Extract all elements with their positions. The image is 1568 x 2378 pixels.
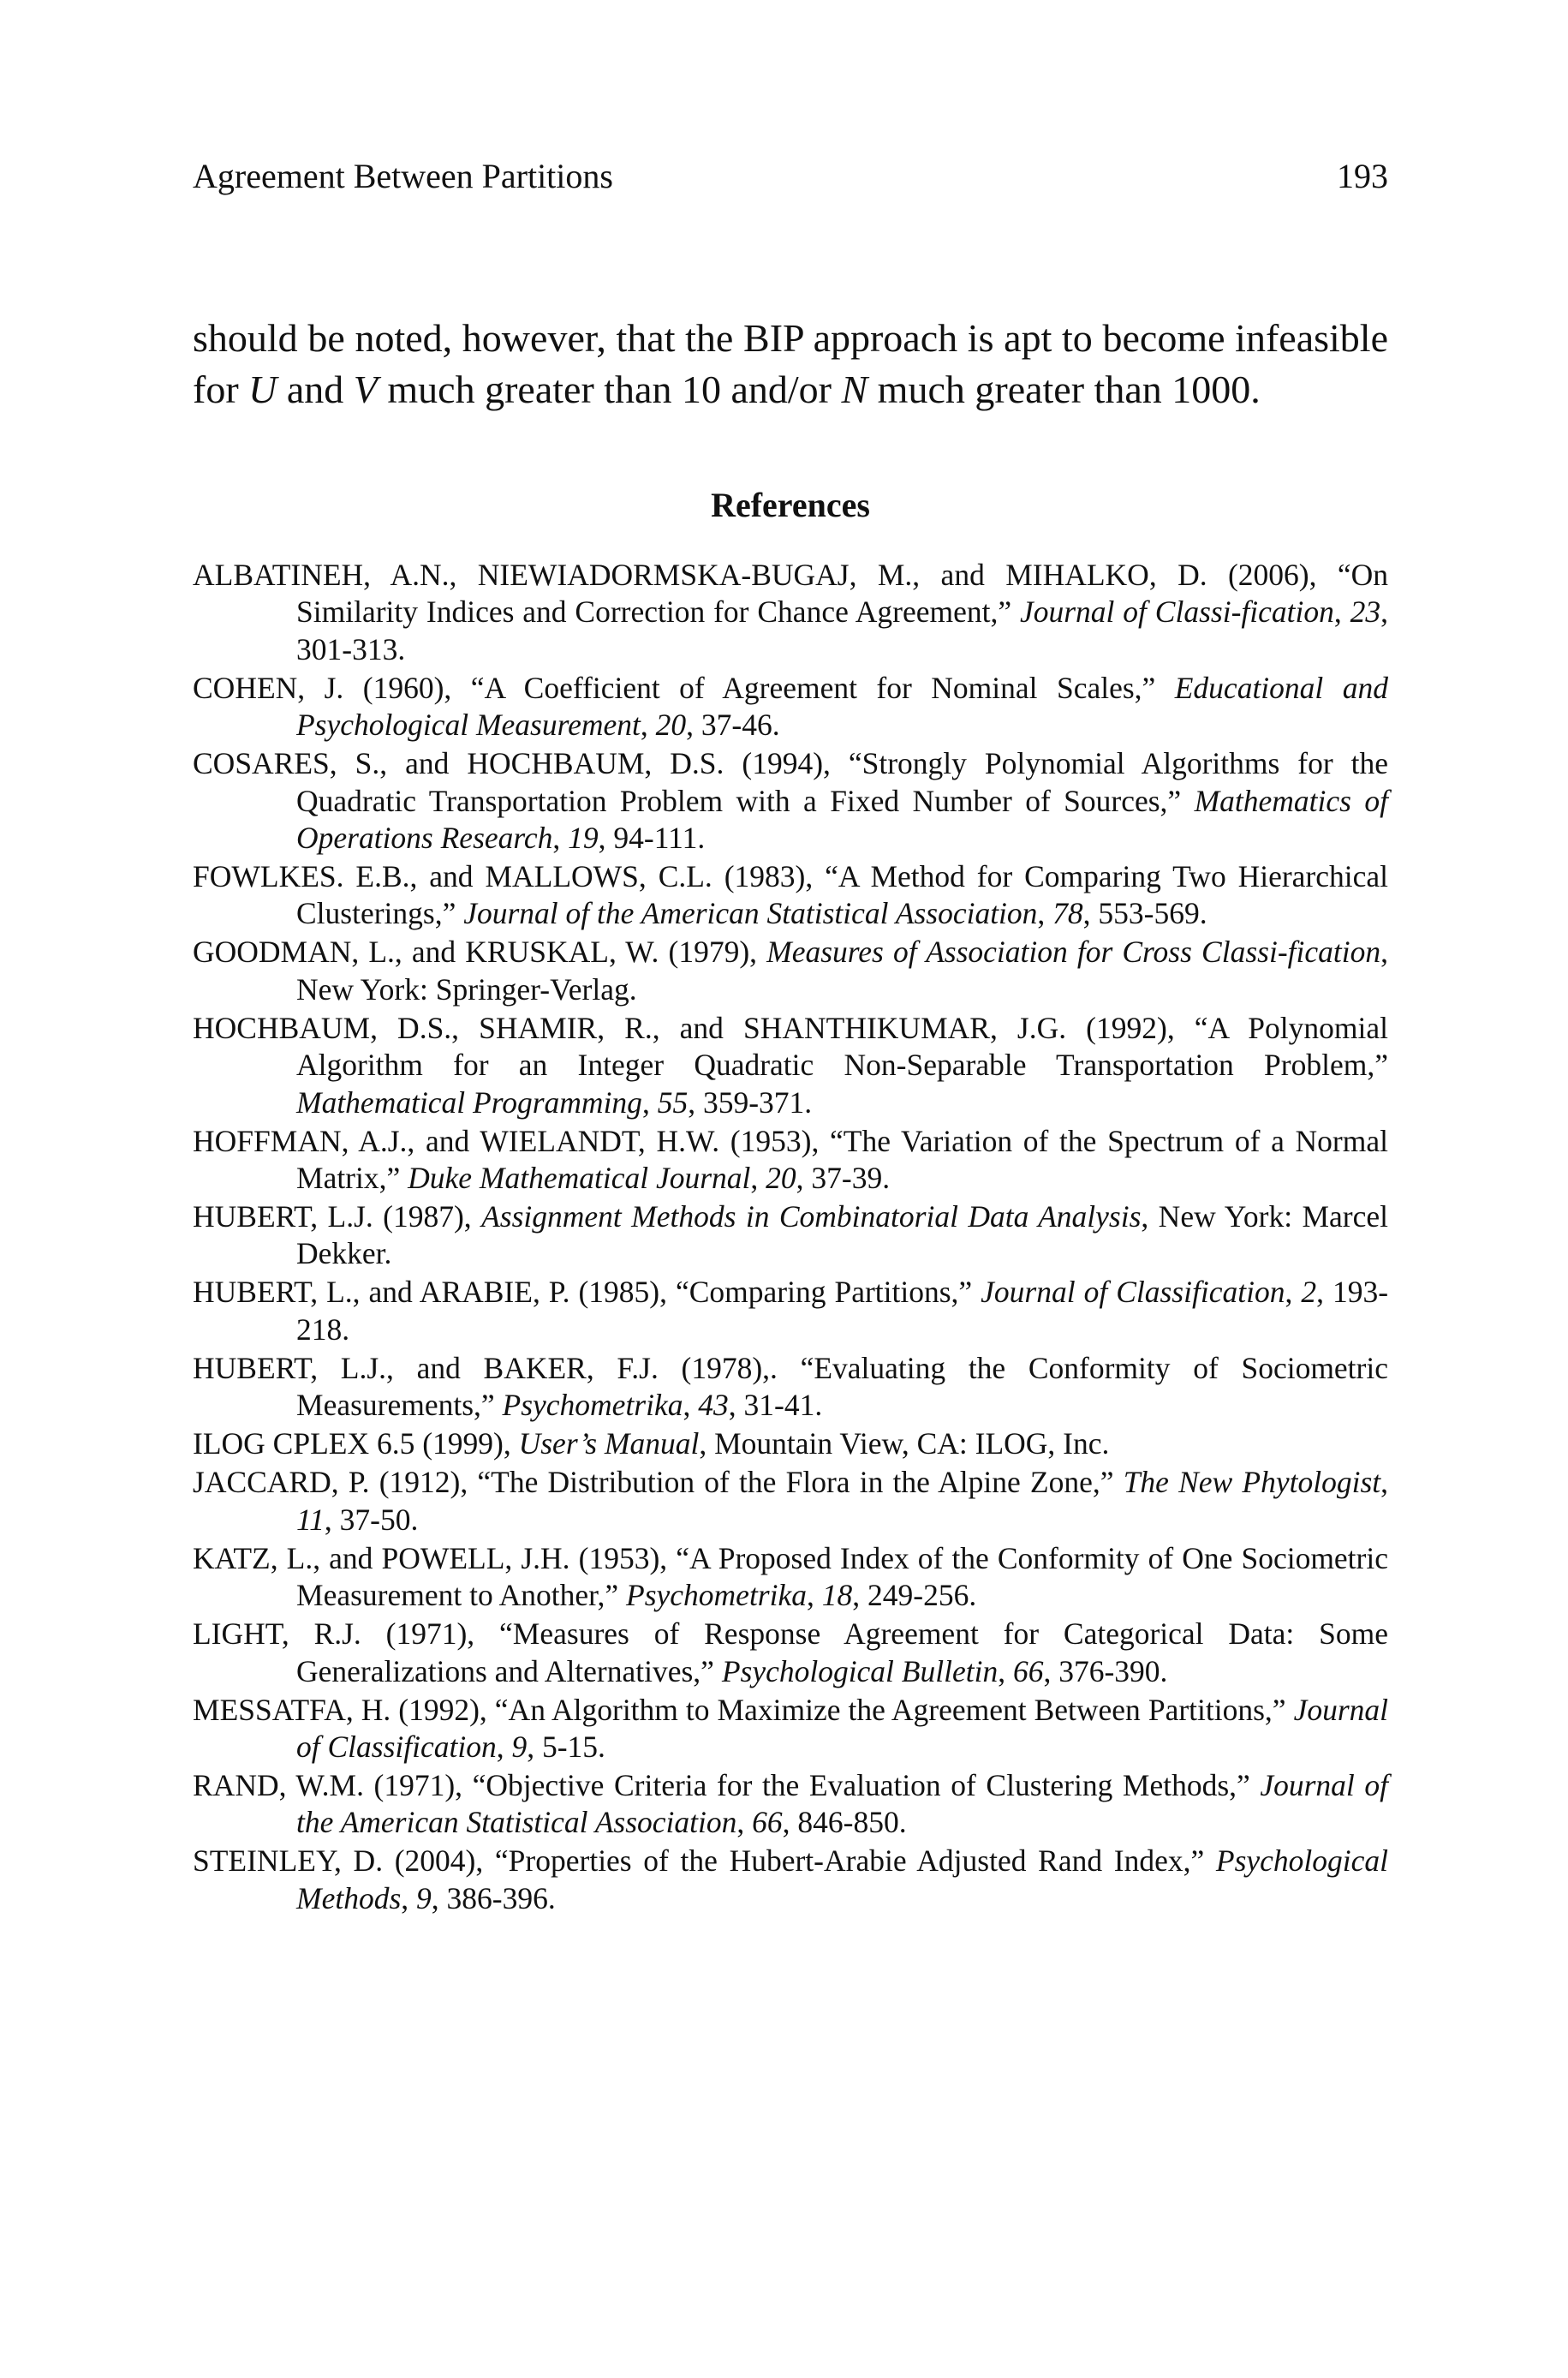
- reference-item: ALBATINEH, A.N., NIEWIADORMSKA-BUGAJ, M., and MIHALKO, D. (2006), “On Similarity Indices and Correction for Chance Agreement,” Journal of Classi-fication, 23, 301-313.: [193, 558, 1388, 666]
- reference-item: COHEN, J. (1960), “A Coefficient of Agreement for Nominal Scales,” Educational and Psychological Measurement, 20, 37-46.: [193, 670, 1388, 743]
- variable-n: N: [841, 367, 868, 411]
- reference-item: JACCARD, P. (1912), “The Distribution of the Flora in the Alpine Zone,” The New Phytologist, 11, 37-50.: [193, 1465, 1389, 1537]
- body-text-3: much greater than 10 and/or: [377, 367, 842, 411]
- references-heading: References: [711, 486, 870, 524]
- reference-item: HUBERT, L.J. (1987), Assignment Methods in Combinatorial Data Analysis, New York: Marcel Dekker.: [193, 1199, 1388, 1271]
- reference-item: KATZ, L., and POWELL, J.H. (1953), “A Proposed Index of the Conformity of One Sociometric Measurement to Another,” Psychometrika, 18, 249-256.: [193, 1540, 1388, 1613]
- reference-item: HUBERT, L.J., and BAKER, F.J. (1978),. “Evaluating the Conformity of Sociometric Measurements,” Psychometrika, 43, 31-41.: [193, 1350, 1388, 1423]
- reference-item: STEINLEY, D. (2004), “Properties of the Hubert-Arabie Adjusted Rand Index,” Psychological Methods, 9, 386-396.: [193, 1843, 1388, 1915]
- reference-item: COSARES, S., and HOCHBAUM, D.S. (1994), “Strongly Polynomial Algorithms for the Quadratic Transportation Problem with a Fixed Number of Sources,” Mathematics of Operations Research, 19, 94-111.: [193, 746, 1388, 856]
- body-text-2: and: [277, 367, 354, 411]
- reference-item: HUBERT, L., and ARABIE, P. (1985), “Comparing Partitions,” Journal of Classification, 2, 193-218.: [193, 1275, 1389, 1347]
- page-number: 193: [1337, 157, 1388, 195]
- reference-item: ILOG CPLEX 6.5 (1999), User’s Manual, Mountain View, CA: ILOG, Inc.: [193, 1426, 1110, 1461]
- running-header: [193, 156, 1388, 197]
- body-paragraph: [193, 313, 1388, 415]
- reference-item: MESSATFA, H. (1992), “An Algorithm to Maximize the Agreement Between Partitions,” Journal of Classification, 9, 5-15.: [193, 1692, 1388, 1764]
- variable-v: V: [353, 367, 378, 411]
- reference-item: HOCHBAUM, D.S., SHAMIR, R., and SHANTHIKUMAR, J.G. (1992), “A Polynomial Algorithm for an Integer Quadratic Non-Separable Transportation Problem,” Mathematical Programming, 55, 359-371.: [193, 1010, 1388, 1120]
- reference-item: GOODMAN, L., and KRUSKAL, W. (1979), Measures of Association for Cross Classi-fication, New York: Springer-Verlag.: [193, 935, 1388, 1007]
- body-text-4: much greater than 1000.: [867, 367, 1261, 411]
- reference-list: [193, 557, 1388, 1919]
- reference-item: HOFFMAN, A.J., and WIELANDT, H.W. (1953), “The Variation of the Spectrum of a Normal Matrix,” Duke Mathematical Journal, 20, 37-39.: [193, 1123, 1388, 1196]
- reference-item: RAND, W.M. (1971), “Objective Criteria for the Evaluation of Clustering Methods,” Journal of the American Statistical Association, 66, 846-850.: [193, 1767, 1388, 1840]
- body-text-1: should be noted, however, that the BIP approach is apt to become infeasible for: [193, 316, 1388, 411]
- running-title: Agreement Between Partitions: [193, 157, 613, 195]
- reference-item: LIGHT, R.J. (1971), “Measures of Response Agreement for Categorical Data: Some Generalizations and Alternatives,” Psychological Bulletin, 66, 376-390.: [193, 1616, 1388, 1688]
- variable-u: U: [248, 367, 277, 411]
- reference-item: FOWLKES. E.B., and MALLOWS, C.L. (1983), “A Method for Comparing Two Hierarchical Clusterings,” Journal of the American Statistical Association, 78, 553-569.: [193, 859, 1388, 931]
